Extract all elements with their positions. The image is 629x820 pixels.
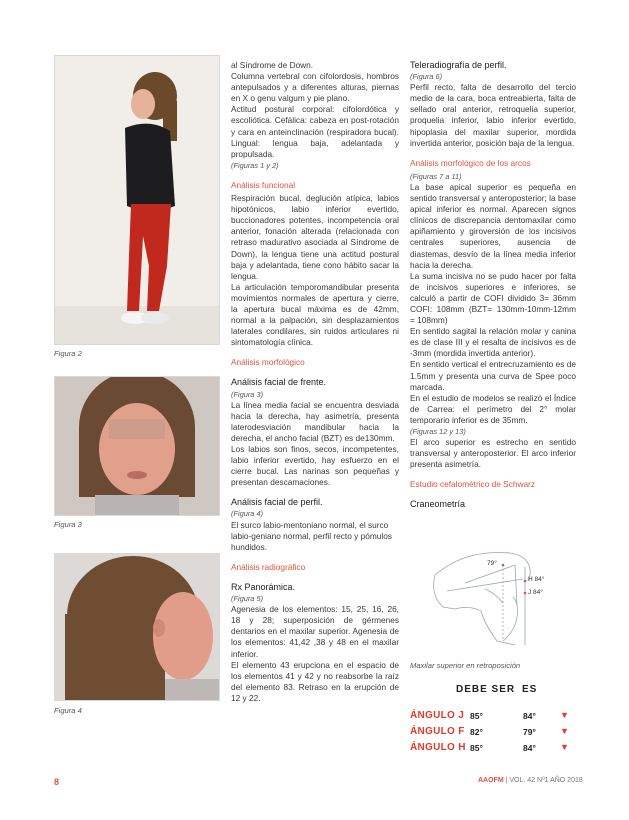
- measured-value: 79°: [523, 727, 536, 737]
- subsection-heading: Análisis facial de perfil.: [231, 497, 323, 508]
- section-heading: Análisis morfológico: [231, 357, 305, 368]
- angle-name: ÁNGULO J: [410, 710, 465, 721]
- skull-tracing-image: [425, 545, 575, 653]
- subsection-heading: Teleradiografía de perfil.: [410, 60, 507, 70]
- paragraph: El arco superior es estrecho en sentido transversal y anteroposterior. El arco inferior presenta asimetría.: [410, 437, 576, 470]
- figure-2-photo: [54, 55, 220, 345]
- angle-label: H 84°: [528, 576, 545, 583]
- paragraph: Actitud postural corporal: cifolordótica y escoliótica. Cefálica: cabeza en post-rotación y cara en anteinclinación (respiradora bucal). Lingual: lengua baja, adelantada y propulsada.: [231, 104, 399, 159]
- down-arrow-icon: ▼: [560, 726, 569, 736]
- expected-value: 85°: [470, 711, 483, 721]
- table-row: [410, 742, 580, 756]
- down-arrow-icon: ▼: [560, 742, 569, 752]
- journal-issue: | VOL. 42 Nº1 AÑO 2018: [503, 777, 583, 784]
- standing-child-image: [55, 56, 219, 344]
- paragraph: El elemento 43 erupciona en el espacio de los elementos 41 y 42 y no reabsorbe la raíz del elemento 83. Retraso en la erupción de 12 y 22.: [231, 659, 399, 703]
- subsection-heading: Rx Panorámica.: [231, 581, 296, 592]
- figure-3-photo: [54, 376, 220, 516]
- paragraph: Columna vertebral con cifolordosis, hombros antepulsados y a diferentes alturas, piernas en X o genu valgum y pie plano.: [231, 71, 399, 104]
- angle-label: J 84°: [528, 589, 543, 596]
- paragraph: La base apical superior es pequeña en sentido transversal y anteroposterior; la base apical inferior es normal. Aparecen signos clínicos de discrepancia dentomaxilar como apiñamiento y giroversión de los incisivos centrales superiores, ausencia de diastemas, desvío de la línea media inferior hacia la derecha.: [410, 181, 576, 270]
- cephalometric-caption: Maxilar superior en retroposición: [410, 661, 521, 670]
- column-header-es: ES: [522, 684, 538, 695]
- section-heading: Análisis radiográfico: [231, 561, 306, 572]
- paragraph: Los labios son finos, secos, incompetentes, labio inferior evertido, hay esfuerzo en el cierre bucal. Las narinas son pequeñas y presentan descamaciones.: [231, 444, 399, 488]
- figure-reference: (Figuras 7 a 11): [410, 171, 462, 181]
- section-heading: Análisis funcional: [231, 179, 296, 190]
- figure-4-caption: Figura 4: [54, 706, 82, 715]
- text-column-2: [410, 60, 576, 511]
- paragraph: El surco labio-mentoniano normal, el surco labio-geniano normal, perfil recto y pómulos hundidos.: [231, 519, 392, 552]
- figure-reference: (Figura 3): [231, 389, 264, 399]
- profile-face-image: [55, 554, 219, 700]
- journal-info: [478, 777, 583, 784]
- paragraph: Perfil recto, falta de desarrollo del tercio medio de la cara, boca entreabierta, falta de sellado oral anterior, retroquelia superior, proquelia inferior, labio inferior evertido, hipoplasia del maxilar superior, mordida invertida anterior, posición baja de la lengua.: [410, 82, 576, 148]
- angle-label: 79°: [487, 560, 497, 567]
- paragraph: La línea media facial se encuentra desviada hacia la derecha, hay asimetría, presenta laterodesviación mandibular hacia la derecha, el ancho facial (BZT) es de130mm.: [231, 399, 399, 443]
- figure-reference: (Figuras 1 y 2): [231, 160, 279, 170]
- paragraph: al Síndrome de Down.: [231, 60, 314, 70]
- figure-reference: (Figura 4): [231, 509, 264, 519]
- journal-name: AAOFM: [478, 777, 504, 784]
- figure-reference: (Figura 6): [410, 72, 443, 82]
- figure-4-photo: [54, 553, 220, 701]
- table-row: [410, 726, 580, 740]
- angle-name: ÁNGULO F: [410, 726, 465, 737]
- paragraph: En sentido sagital la relación molar y canina es de clase III y el resalta de incisivos es de -3mm (mordida invertida anterior).: [410, 326, 576, 359]
- subsection-heading: Análisis facial de frente.: [231, 377, 327, 388]
- page-number: 8: [54, 777, 60, 787]
- down-arrow-icon: ▼: [560, 710, 569, 720]
- front-face-image: [55, 377, 219, 515]
- expected-value: 85°: [470, 743, 483, 753]
- measured-value: 84°: [523, 743, 536, 753]
- section-heading: Estudio cefalométrico de Schwarz: [410, 479, 535, 490]
- figure-3-caption: Figura 3: [54, 520, 82, 529]
- figure-reference: (Figura 5): [231, 594, 264, 604]
- angle-table: [410, 684, 580, 754]
- figure-2-caption: Figura 2: [54, 349, 82, 358]
- paragraph: Respiración bucal, deglución atípica, labios hipotónicos, labio inferior evertido, buccionadores potentes, incompetencia oral anterior, fonación alterada (relacionada con retraso madurativo asociada al Síndrome de Down), la lengua tiene una actitud postural baja y adelantada, tiene cono hábito sacar la lengua.: [231, 193, 399, 281]
- column-header-debe-ser: DEBE SER: [456, 684, 516, 695]
- section-heading: Análisis morfológico de los arcos: [410, 157, 531, 168]
- text-column-1: [231, 60, 399, 704]
- subsection-heading: Craneometría: [410, 499, 466, 510]
- table-row: [410, 710, 580, 724]
- paragraph: La articulación temporomandibular presenta movimientos normales de apertura y cierre, la apertura bucal máxima es de 42mm, normal a la palpación, sin desplazamientos laterales condilares, sin ruidos articulares ni sintomatología clínica.: [231, 281, 399, 348]
- paragraph: Agenesia de los elementos: 15, 25, 16, 26, 18 y 28; superposición de gérmenes dentarios en el maxilar superior. Agenesia de los elementos: 41,42 ,38 y 48 en el maxilar inferior.: [231, 604, 399, 659]
- cephalometric-diagram: [425, 545, 575, 653]
- paragraph: En el estudio de modelos se realizó el Índice de Carrea: el perímetro del 2° molar temporario inferior es de 35mm.: [410, 392, 576, 425]
- angle-name: ÁNGULO H: [410, 742, 466, 753]
- measured-value: 84°: [523, 711, 536, 721]
- figure-reference: (Figuras 12 y 13): [410, 427, 466, 436]
- expected-value: 82°: [470, 727, 483, 737]
- paragraph: La suma incisiva no se pudo hacer por falta de incisivos superiores e inferiores, se calculó a partir de COFI dividido 3= 36mm COFI: 108mm (BZT= 130mm-10mm-12mm = 108mm): [410, 270, 576, 326]
- paragraph: En sentido vertical el entrecruzamiento es de 1.5mm y presenta una curva de Spee poco marcada.: [410, 359, 576, 392]
